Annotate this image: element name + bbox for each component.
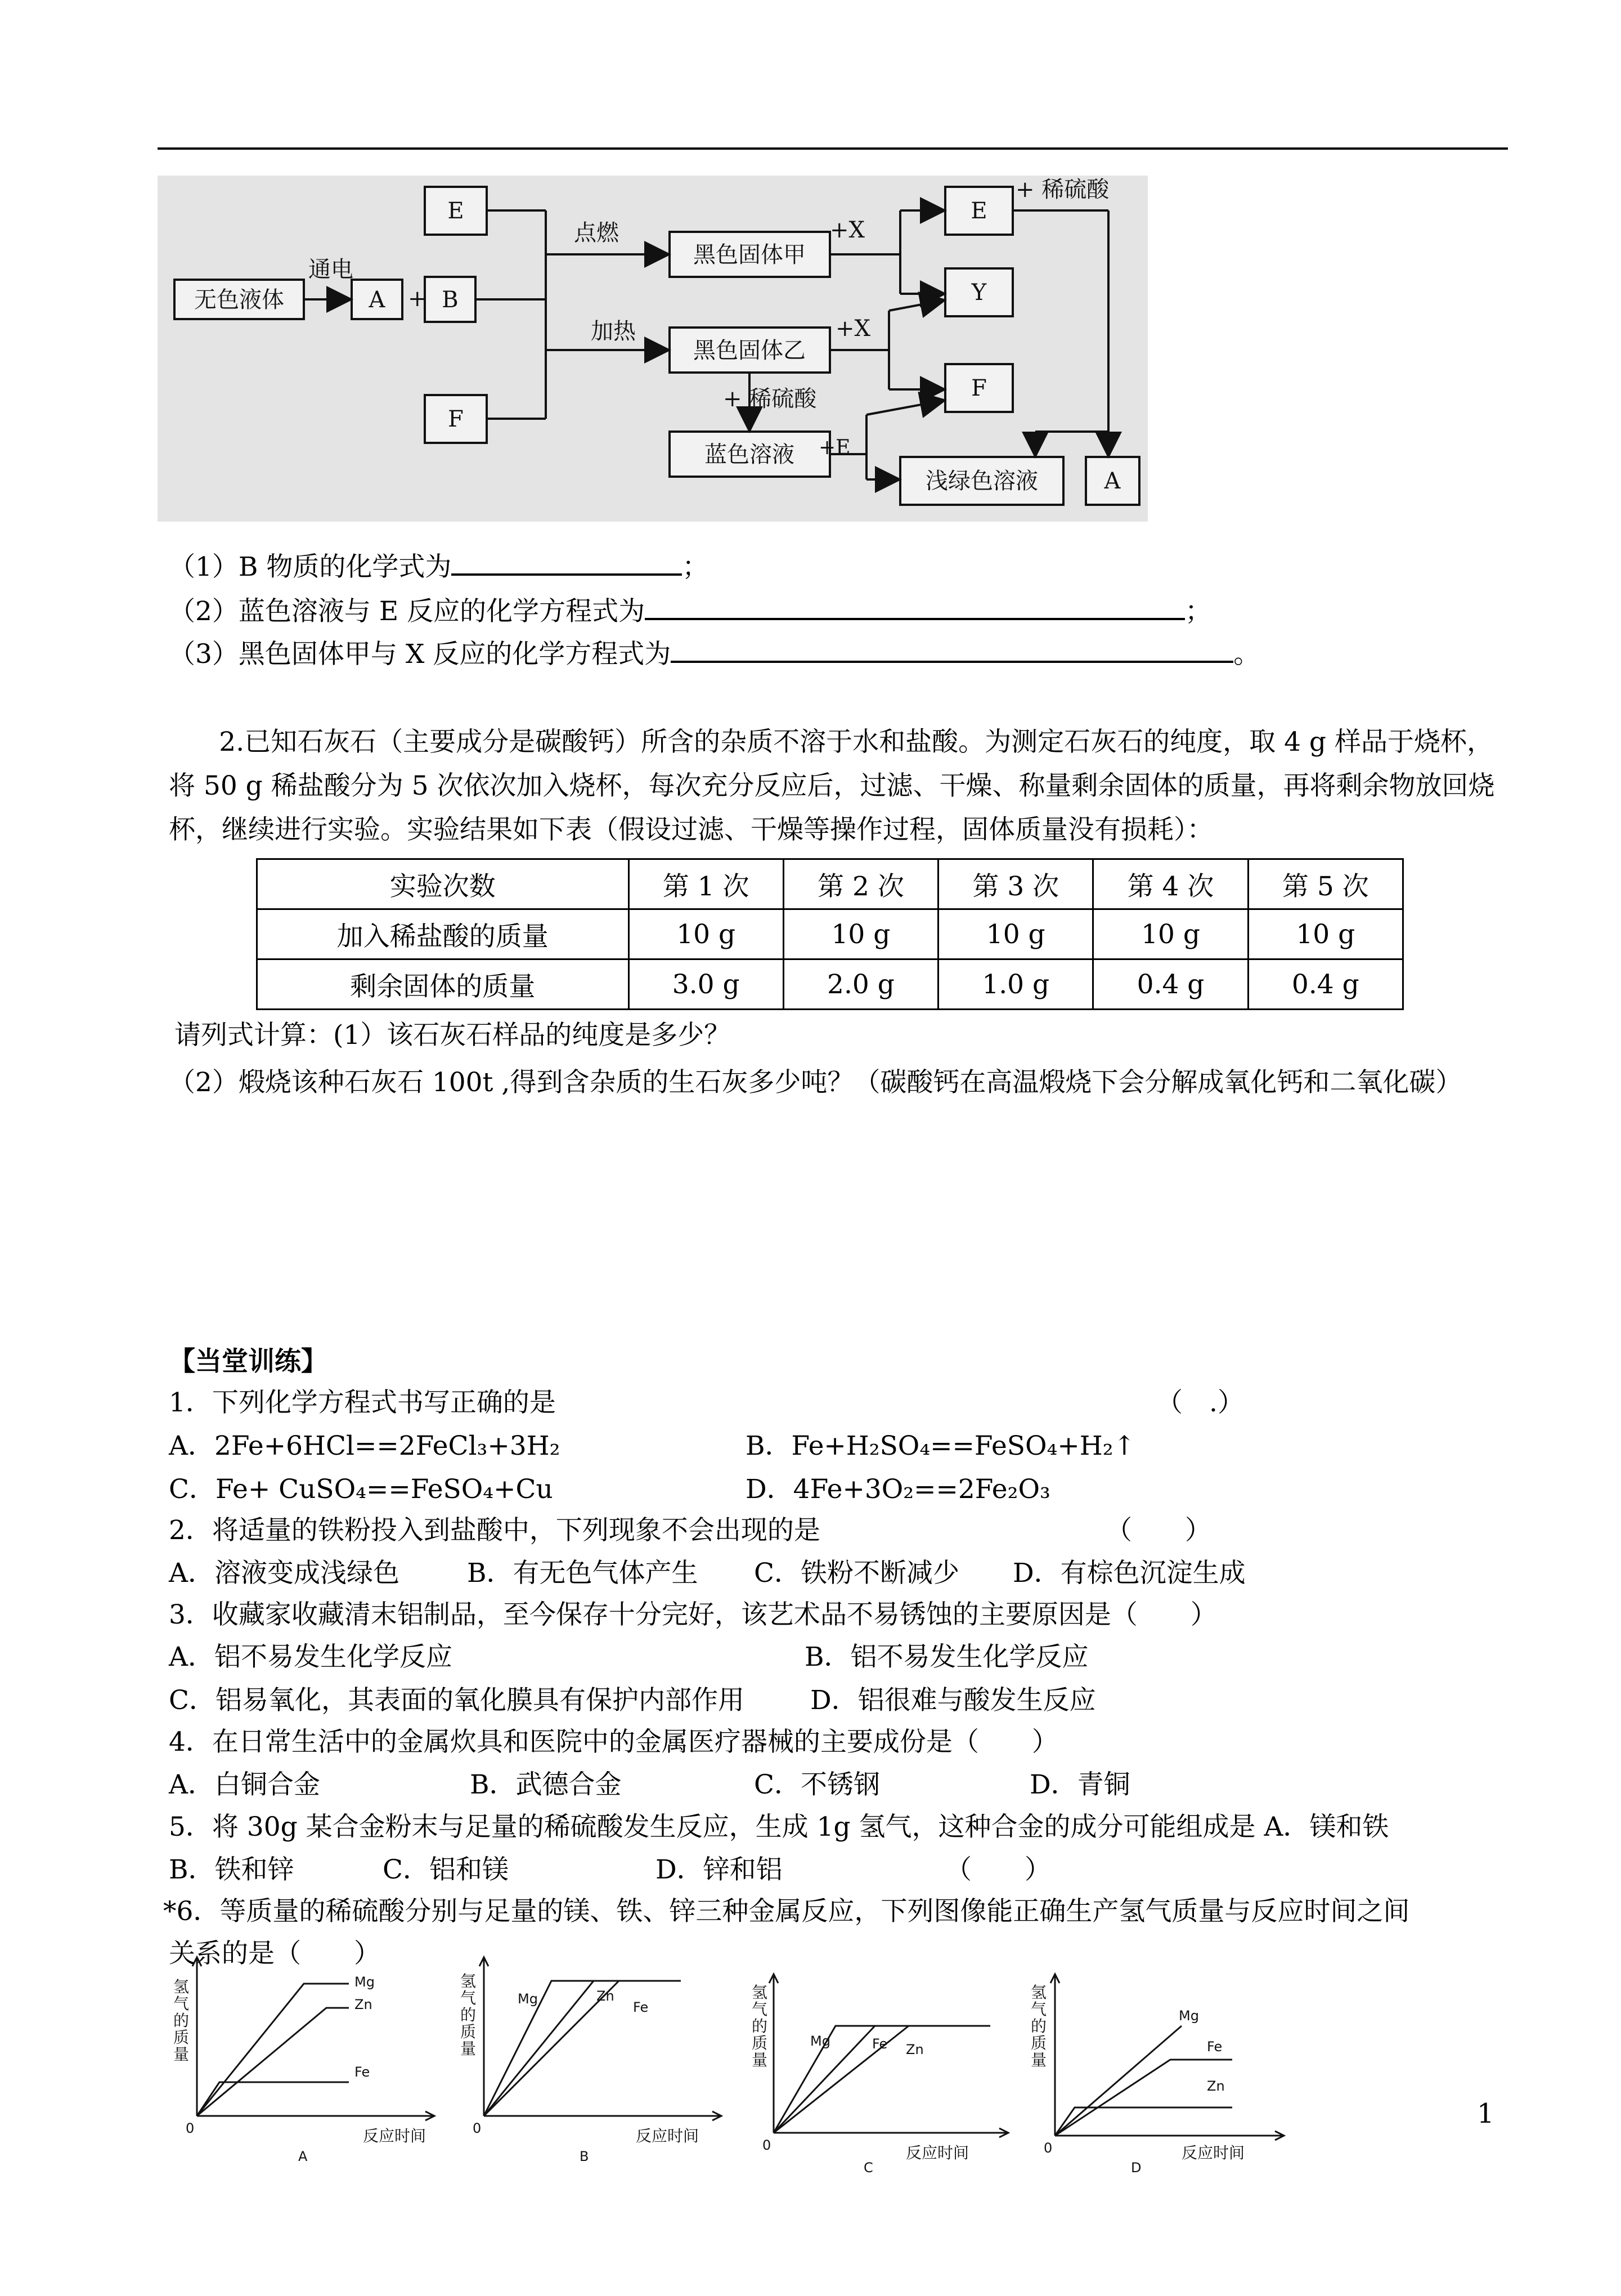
- p-q1-option-d[interactable]: D．4Fe+3O₂==2Fe₂O₃: [746, 1474, 1050, 1505]
- p-q2-option-d[interactable]: D．有棕色沉淀生成: [1013, 1558, 1246, 1589]
- table-cell: 第 3 次: [939, 859, 1093, 909]
- label-ignite: 点燃: [574, 220, 619, 246]
- graph-series-label: Zn: [1207, 2078, 1225, 2094]
- graph-line-zn: [774, 2026, 909, 2133]
- graph-option-d[interactable]: [1013, 1964, 1305, 2290]
- graph-series-label: Mg: [810, 2033, 830, 2049]
- practice-heading: 【当堂训练】: [169, 1346, 327, 1377]
- graph-series-label: Fe: [354, 2064, 370, 2080]
- graph-ylabel: 质: [460, 2023, 477, 2041]
- graph-ylabel: 量: [173, 2045, 190, 2064]
- graph-xlabel: 反应时间: [906, 2143, 969, 2162]
- graph-series-label: Zn: [596, 1988, 614, 2004]
- q1-sub-3: [169, 636, 1260, 671]
- q1-sub-2-end: ；: [1185, 596, 1212, 627]
- graph-line-fe: [1055, 2060, 1232, 2136]
- q2-calc-2: （2）煅烧该种石灰石 100t ,得到含杂质的生石灰多少吨？（碳酸钙在高温煅烧下会分解成氧化钙和二氧化碳）: [169, 1067, 1462, 1098]
- label-plus-between: +: [408, 286, 427, 312]
- p-q3-stem: 3．收藏家收藏清末铝制品，至今保存十分完好，该艺术品不易锈蚀的主要原因是（ ）: [169, 1599, 1217, 1630]
- table-cell: 加入稀盐酸的质量: [257, 909, 629, 959]
- label-plus-h2so4-down: + 稀硫酸: [723, 386, 817, 412]
- graph-option-letter: C: [864, 2160, 873, 2176]
- graph-ylabel: 氢: [460, 1972, 477, 1990]
- graph-origin: 0: [473, 2120, 482, 2136]
- p-q5-option-d[interactable]: D．锌和铝: [655, 1854, 783, 1885]
- graph-ylabel: 的: [173, 2011, 190, 2030]
- graph-series-label: Mg: [518, 1991, 538, 2007]
- table-cell: 2.0 g: [783, 959, 938, 1010]
- node-a2-label: A: [1104, 468, 1121, 494]
- node-f-left-label: F: [448, 406, 464, 432]
- graph-ylabel: 量: [460, 2039, 477, 2058]
- graph-origin: 0: [186, 2120, 195, 2136]
- p-q6-line-1: *6．等质量的稀硫酸分别与足量的镁、铁、锌三种金属反应，下列图像能正确生产氢气质量与反应时间之间: [163, 1896, 1410, 1927]
- answer-blank[interactable]: [451, 549, 682, 576]
- table-cell: 10 g: [1093, 909, 1248, 959]
- p-q1-option-c[interactable]: C．Fe+ CuSO₄==FeSO₄+Cu: [169, 1474, 553, 1505]
- node-liquid-label: 无色液体: [194, 287, 284, 313]
- table-cell: 1.0 g: [939, 959, 1093, 1010]
- graph-ylabel: 质: [752, 2034, 768, 2052]
- answer-blank[interactable]: [645, 593, 1185, 620]
- table-header-row: [257, 859, 1403, 909]
- graph-option-b[interactable]: [450, 1947, 743, 2285]
- graph-option-a[interactable]: [163, 1947, 456, 2285]
- graph-series-label: Zn: [906, 2042, 924, 2057]
- graph-ylabel: 量: [1031, 2051, 1047, 2069]
- p-q3-option-b[interactable]: B．铝不易发生化学反应: [805, 1642, 1089, 1672]
- table-cell: 3.0 g: [628, 959, 783, 1010]
- table-cell: 10 g: [783, 909, 938, 959]
- p-q5-stem: 5．将 30g 某合金粉末与足量的稀硫酸发生反应，生成 1g 氢气，这种合金的成分可能组成是 A．镁和铁: [169, 1811, 1389, 1842]
- table-cell: 第 4 次: [1093, 859, 1248, 909]
- p-q2-option-a[interactable]: A．溶液变成浅绿色: [169, 1558, 399, 1589]
- graph-series-label: Fe: [1207, 2039, 1223, 2055]
- q1-sub-1: [169, 549, 708, 584]
- label-plus-h2so4-top: + 稀硫酸: [1016, 177, 1110, 203]
- graph-xlabel: 反应时间: [1182, 2143, 1245, 2162]
- graph-line-mg: [484, 1981, 681, 2116]
- node-y-label: Y: [971, 280, 987, 306]
- node-b-label: B: [442, 287, 459, 313]
- graph-line-zn: [484, 1981, 594, 2116]
- graph-option-letter: D: [1131, 2160, 1142, 2176]
- p-q4-option-a[interactable]: A．白铜合金: [169, 1769, 320, 1800]
- p-q2-option-c[interactable]: C．铁粉不断减少: [754, 1558, 959, 1589]
- label-plus-e: +E: [819, 436, 851, 459]
- graph-option-c[interactable]: [737, 1964, 1030, 2290]
- graph-origin: 0: [1044, 2140, 1053, 2156]
- table-cell: 10 g: [1248, 909, 1403, 959]
- p-q4-stem: 4．在日常生活中的金属炊具和医院中的金属医疗器械的主要成份是（ ）: [169, 1727, 1058, 1757]
- node-a1-label: A: [369, 287, 385, 313]
- label-plus-x1: +X: [830, 217, 865, 243]
- p-q5-paren: （ ）: [945, 1854, 1051, 1885]
- page-number: 1: [1477, 2098, 1494, 2129]
- node-black-yi-label: 黑色固体乙: [693, 338, 806, 364]
- graph-option-letter: B: [580, 2149, 589, 2164]
- graph-ylabel: 气: [1031, 2000, 1047, 2019]
- p-q5-option-c[interactable]: C．铝和镁: [383, 1854, 509, 1885]
- node-e-right-label: E: [971, 198, 987, 224]
- graph-ylabel: 气: [460, 1989, 477, 2007]
- node-black-jia-label: 黑色固体甲: [693, 242, 806, 268]
- table-cell: 第 1 次: [628, 859, 783, 909]
- graph-series-label: Mg: [354, 1974, 375, 1990]
- p-q6-line-2: 关系的是（ ）: [169, 1938, 380, 1969]
- graph-line-mg: [1055, 2026, 1182, 2136]
- table-cell: 剩余固体的质量: [257, 959, 629, 1010]
- graph-ylabel: 质: [1031, 2034, 1047, 2052]
- graph-option-letter: A: [298, 2149, 308, 2164]
- p-q3-option-a[interactable]: A．铝不易发生化学反应: [169, 1642, 452, 1672]
- node-blue-label: 蓝色溶液: [704, 442, 794, 468]
- graph-ylabel: 气: [752, 2000, 768, 2019]
- p-q3-option-d[interactable]: D．铝很难与酸发生反应: [810, 1685, 1096, 1716]
- table-row: [257, 959, 1403, 1010]
- p-q2-paren: （ ）: [1106, 1515, 1211, 1546]
- table-cell: 0.4 g: [1248, 959, 1403, 1010]
- graph-ylabel: 氢: [173, 1977, 190, 1996]
- graph-line-zn: [197, 2008, 349, 2116]
- reaction-flowchart: [158, 176, 1148, 522]
- label-heat: 加热: [591, 319, 636, 344]
- p-q4-option-d[interactable]: D．青铜: [1030, 1769, 1130, 1800]
- graph-series-label: Fe: [872, 2036, 888, 2052]
- graph-xlabel: 反应时间: [636, 2127, 699, 2145]
- graph-ylabel: 的: [460, 2006, 477, 2024]
- label-electrolysis: 通电: [308, 257, 353, 282]
- q2-text: 2.已知石灰石（主要成分是碳酸钙）所含的杂质不溶于水和盐酸。为测定石灰石的纯度，取 4 g 样品于烧杯， 将 50 g 稀盐酸分为 5 次依次加入烧杯，每次充分反应后，过滤、干燥、称量剩余固体的质量，再将剩余物放回烧杯，继续进行实验。实验结果如下表（假设过滤、干燥等操作过程，固体质量没有损耗）：: [169, 727, 1495, 845]
- table-cell: 10 g: [628, 909, 783, 959]
- header-rule: [158, 147, 1508, 150]
- table-cell: 10 g: [939, 909, 1093, 959]
- graph-ylabel: 氢: [1031, 1983, 1047, 2002]
- p-q4-option-b[interactable]: B．武德合金: [470, 1769, 622, 1800]
- node-f-right-label: F: [971, 375, 987, 401]
- p-q1-paren: （ .）: [1156, 1387, 1244, 1418]
- answer-blank[interactable]: [671, 636, 1233, 663]
- q1-sub-3-end: 。: [1233, 639, 1260, 670]
- table-row: [257, 909, 1403, 959]
- graph-ylabel: 质: [173, 2028, 190, 2047]
- q1-sub-2: [169, 593, 1211, 629]
- experiment-table: [256, 858, 1404, 1010]
- q1-sub-1-end: ；: [682, 551, 709, 582]
- node-green-label: 浅绿色溶液: [926, 468, 1038, 494]
- q1-sub-1-text: （1）B 物质的化学式为: [169, 551, 452, 582]
- table-cell: 第 2 次: [783, 859, 938, 909]
- p-q2-option-b[interactable]: B．有无色气体产生: [467, 1558, 698, 1589]
- table-cell: 第 5 次: [1248, 859, 1403, 909]
- graph-ylabel: 的: [752, 2017, 768, 2035]
- node-e-top-label: E: [447, 198, 464, 224]
- graph-series-label: Zn: [354, 1997, 372, 2012]
- graph-ylabel: 的: [1031, 2017, 1047, 2035]
- p-q1-option-a[interactable]: A．2Fe+6HCl==2FeCl₃+3H₂: [169, 1430, 560, 1461]
- p-q1-option-b[interactable]: B．Fe+H₂SO₄==FeSO₄+H₂↑: [746, 1430, 1135, 1461]
- p-q1-stem: 1．下列化学方程式书写正确的是: [169, 1387, 556, 1418]
- graph-xlabel: 反应时间: [363, 2127, 426, 2145]
- graph-origin: 0: [762, 2137, 771, 2153]
- q1-sub-2-text: （2）蓝色溶液与 E 反应的化学方程式为: [169, 596, 645, 627]
- graph-ylabel: 气: [173, 1994, 190, 2013]
- p-q5-option-b[interactable]: B．铁和锌: [169, 1854, 294, 1885]
- table-cell: 实验次数: [257, 859, 629, 909]
- label-plus-x2: +X: [836, 316, 870, 342]
- graph-ylabel: 量: [752, 2051, 768, 2069]
- p-q3-option-c[interactable]: C．铝易氧化，其表面的氧化膜具有保护内部作用: [169, 1685, 744, 1716]
- graph-series-label: Mg: [1179, 2008, 1199, 2024]
- graph-series-label: Fe: [633, 1999, 649, 2015]
- graph-ylabel: 氢: [752, 1983, 768, 2002]
- q2-calc-1: 请列式计算：(1）该石灰石样品的纯度是多少？: [174, 1020, 731, 1051]
- table-cell: 0.4 g: [1093, 959, 1248, 1010]
- q1-sub-3-text: （3）黑色固体甲与 X 反应的化学方程式为: [169, 639, 671, 670]
- p-q2-stem: 2．将适量的铁粉投入到盐酸中，下列现象不会出现的是: [169, 1515, 820, 1546]
- p-q4-option-c[interactable]: C．不锈钢: [754, 1769, 880, 1800]
